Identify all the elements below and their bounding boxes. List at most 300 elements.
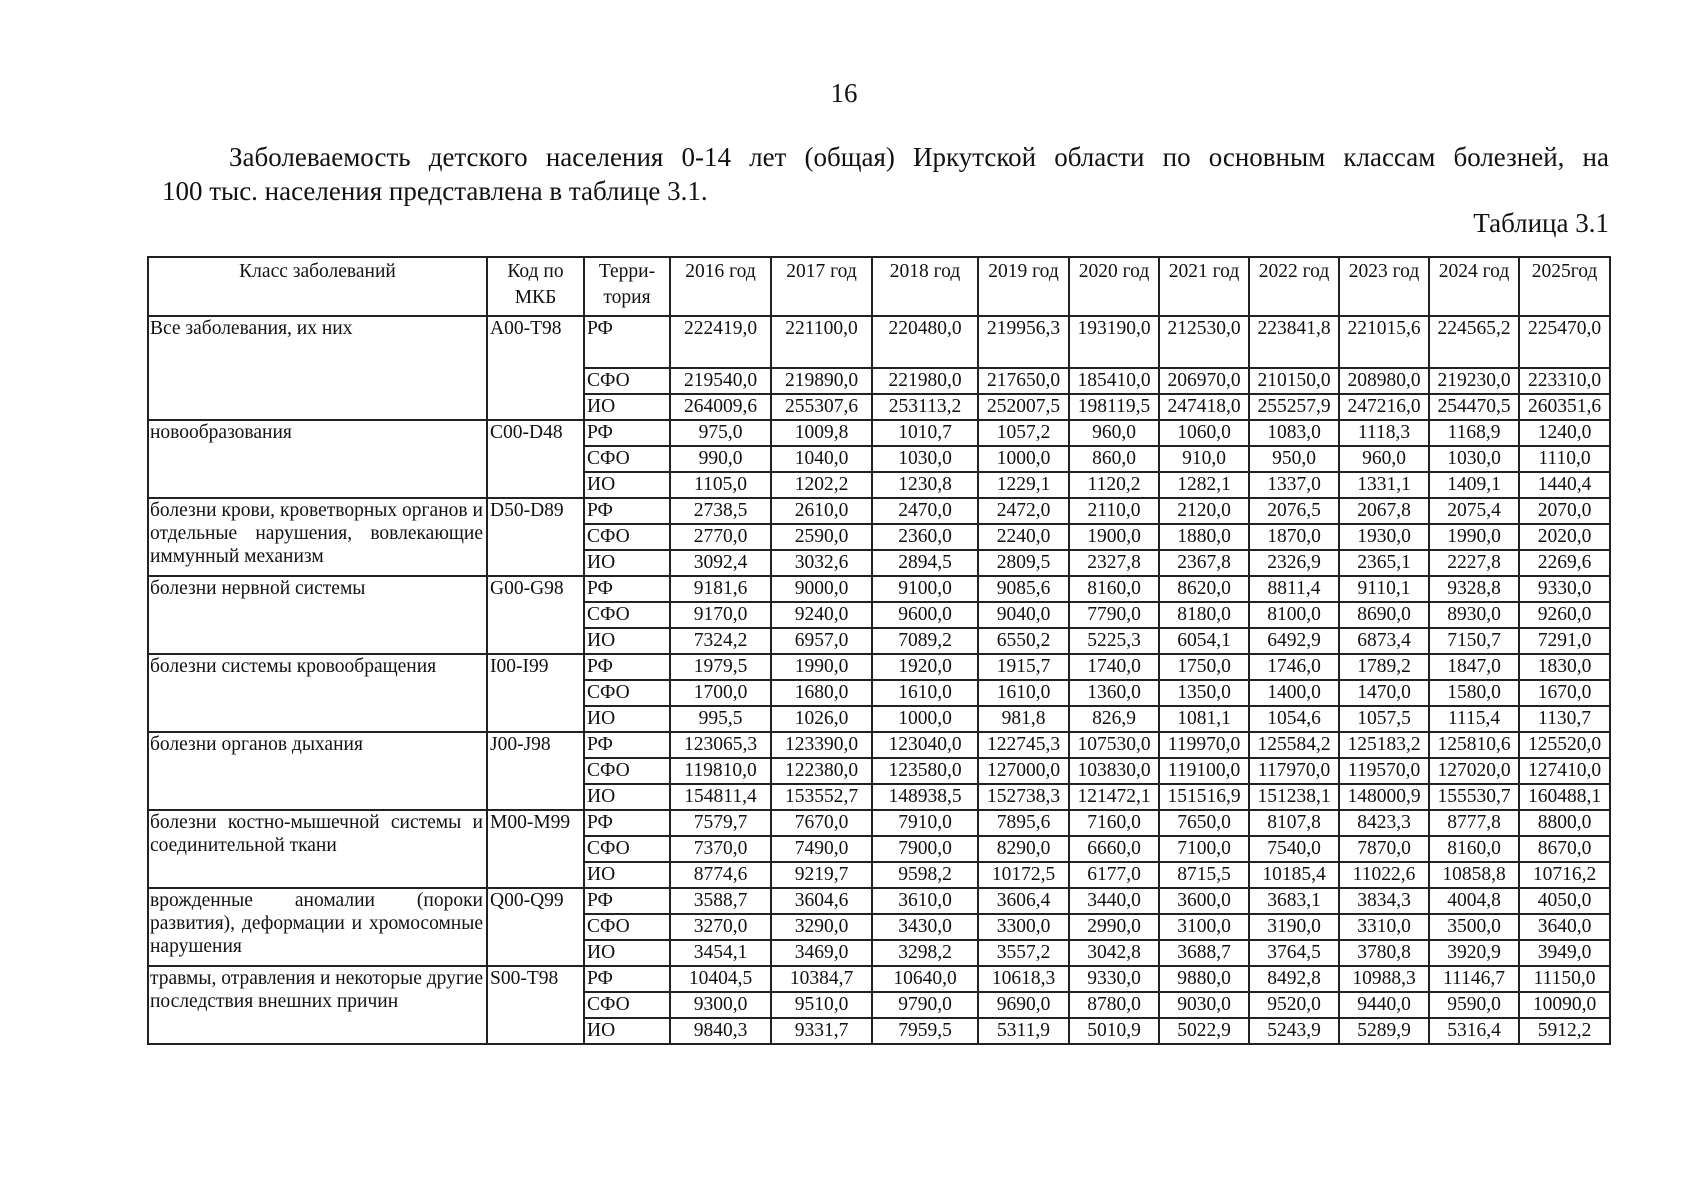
value-cell: 1240,0 [1519, 420, 1610, 446]
value-cell: 3606,4 [978, 888, 1069, 914]
table-row [148, 498, 1610, 524]
icd-code: G00-G98 [487, 576, 584, 654]
value-cell: 8800,0 [1519, 810, 1610, 836]
value-cell: 2326,9 [1249, 550, 1339, 576]
value-cell: 3688,7 [1159, 940, 1249, 966]
value-cell: 2327,8 [1069, 550, 1159, 576]
value-cell: 1118,3 [1339, 420, 1429, 446]
territory-cell: СФО [584, 992, 670, 1018]
value-cell: 2227,8 [1429, 550, 1519, 576]
territory-cell: СФО [584, 836, 670, 862]
territory-cell: ИО [584, 1018, 670, 1044]
value-cell: 1282,1 [1159, 472, 1249, 498]
header-year: 2016 год [670, 257, 771, 316]
header-code: Код по МКБ [487, 257, 584, 316]
value-cell: 1010,7 [872, 420, 978, 446]
value-cell: 151238,1 [1249, 784, 1339, 810]
value-cell: 8423,3 [1339, 810, 1429, 836]
value-cell: 3190,0 [1249, 914, 1339, 940]
value-cell: 1990,0 [771, 654, 872, 680]
table-row [148, 316, 1610, 368]
value-cell: 910,0 [1159, 446, 1249, 472]
icd-code: D50-D89 [487, 498, 584, 576]
value-cell: 3949,0 [1519, 940, 1610, 966]
value-cell: 1670,0 [1519, 680, 1610, 706]
header-class: Класс заболеваний [148, 257, 487, 316]
value-cell: 122380,0 [771, 758, 872, 784]
value-cell: 123580,0 [872, 758, 978, 784]
value-cell: 7910,0 [872, 810, 978, 836]
territory-cell: РФ [584, 888, 670, 914]
value-cell: 7670,0 [771, 810, 872, 836]
value-cell: 247418,0 [1159, 394, 1249, 420]
value-cell: 981,8 [978, 706, 1069, 732]
value-cell: 254470,5 [1429, 394, 1519, 420]
territory-cell: РФ [584, 420, 670, 446]
value-cell: 253113,2 [872, 394, 978, 420]
value-cell: 5912,2 [1519, 1018, 1610, 1044]
value-cell: 9110,1 [1339, 576, 1429, 602]
value-cell: 1009,8 [771, 420, 872, 446]
value-cell: 1400,0 [1249, 680, 1339, 706]
value-cell: 3469,0 [771, 940, 872, 966]
disease-class: врожденные аномалии (пороки развития), деформации и хромосомные нарушения [148, 888, 487, 966]
value-cell: 3042,8 [1069, 940, 1159, 966]
value-cell: 3780,8 [1339, 940, 1429, 966]
value-cell: 7900,0 [872, 836, 978, 862]
value-cell: 7959,5 [872, 1018, 978, 1044]
value-cell: 212530,0 [1159, 316, 1249, 368]
value-cell: 7540,0 [1249, 836, 1339, 862]
icd-code: I00-I99 [487, 654, 584, 732]
value-cell: 2360,0 [872, 524, 978, 550]
territory-cell: РФ [584, 316, 670, 368]
value-cell: 219890,0 [771, 368, 872, 394]
value-cell: 7895,6 [978, 810, 1069, 836]
value-cell: 9600,0 [872, 602, 978, 628]
value-cell: 8777,8 [1429, 810, 1519, 836]
disease-class: болезни костно-мышечной системы и соединительной ткани [148, 810, 487, 888]
disease-class: новообразования [148, 420, 487, 498]
value-cell: 1470,0 [1339, 680, 1429, 706]
header-territory: Терри-тория [584, 257, 670, 316]
value-cell: 5289,9 [1339, 1018, 1429, 1044]
value-cell: 1930,0 [1339, 524, 1429, 550]
value-cell: 2269,6 [1519, 550, 1610, 576]
value-cell: 8715,5 [1159, 862, 1249, 888]
value-cell: 5010,9 [1069, 1018, 1159, 1044]
value-cell: 7089,2 [872, 628, 978, 654]
value-cell: 8930,0 [1429, 602, 1519, 628]
value-cell: 3430,0 [872, 914, 978, 940]
value-cell: 2070,0 [1519, 498, 1610, 524]
value-cell: 125584,2 [1249, 732, 1339, 758]
value-cell: 9330,0 [1069, 966, 1159, 992]
value-cell: 2610,0 [771, 498, 872, 524]
value-cell: 10858,8 [1429, 862, 1519, 888]
value-cell: 223310,0 [1519, 368, 1610, 394]
value-cell: 255257,9 [1249, 394, 1339, 420]
value-cell: 8774,6 [670, 862, 771, 888]
value-cell: 160488,1 [1519, 784, 1610, 810]
value-cell: 9690,0 [978, 992, 1069, 1018]
value-cell: 3092,4 [670, 550, 771, 576]
value-cell: 7579,7 [670, 810, 771, 836]
value-cell: 1229,1 [978, 472, 1069, 498]
value-cell: 1847,0 [1429, 654, 1519, 680]
value-cell: 148000,9 [1339, 784, 1429, 810]
value-cell: 1789,2 [1339, 654, 1429, 680]
value-cell: 3290,0 [771, 914, 872, 940]
disease-class: Все заболевания, их них [148, 316, 487, 420]
value-cell: 7650,0 [1159, 810, 1249, 836]
header-year: 2025год [1519, 257, 1610, 316]
value-cell: 10384,7 [771, 966, 872, 992]
value-cell: 117970,0 [1249, 758, 1339, 784]
value-cell: 1610,0 [978, 680, 1069, 706]
value-cell: 1331,1 [1339, 472, 1429, 498]
value-cell: 224565,2 [1429, 316, 1519, 368]
icd-code: J00-J98 [487, 732, 584, 810]
territory-cell: ИО [584, 394, 670, 420]
value-cell: 9328,8 [1429, 576, 1519, 602]
value-cell: 1700,0 [670, 680, 771, 706]
table-row [148, 732, 1610, 758]
disease-class: травмы, отравления и некоторые другие последствия внешних причин [148, 966, 487, 1044]
header-year: 2021 год [1159, 257, 1249, 316]
value-cell: 1057,5 [1339, 706, 1429, 732]
value-cell: 10172,5 [978, 862, 1069, 888]
value-cell: 1168,9 [1429, 420, 1519, 446]
value-cell: 1030,0 [1429, 446, 1519, 472]
value-cell: 1060,0 [1159, 420, 1249, 446]
value-cell: 6550,2 [978, 628, 1069, 654]
value-cell: 3920,9 [1429, 940, 1519, 966]
value-cell: 121472,1 [1069, 784, 1159, 810]
value-cell: 1915,7 [978, 654, 1069, 680]
value-cell: 8160,0 [1429, 836, 1519, 862]
value-cell: 1081,1 [1159, 706, 1249, 732]
value-cell: 1880,0 [1159, 524, 1249, 550]
value-cell: 125520,0 [1519, 732, 1610, 758]
value-cell: 1350,0 [1159, 680, 1249, 706]
value-cell: 3310,0 [1339, 914, 1429, 940]
header-year: 2018 год [872, 257, 978, 316]
value-cell: 960,0 [1339, 446, 1429, 472]
value-cell: 3834,3 [1339, 888, 1429, 914]
value-cell: 10618,3 [978, 966, 1069, 992]
value-cell: 225470,0 [1519, 316, 1610, 368]
icd-code: M00-M99 [487, 810, 584, 888]
value-cell: 2590,0 [771, 524, 872, 550]
territory-cell: РФ [584, 810, 670, 836]
value-cell: 119810,0 [670, 758, 771, 784]
value-cell: 1979,5 [670, 654, 771, 680]
value-cell: 1337,0 [1249, 472, 1339, 498]
territory-cell: ИО [584, 628, 670, 654]
value-cell: 2067,8 [1339, 498, 1429, 524]
value-cell: 219956,3 [978, 316, 1069, 368]
value-cell: 950,0 [1249, 446, 1339, 472]
value-cell: 2020,0 [1519, 524, 1610, 550]
value-cell: 220480,0 [872, 316, 978, 368]
value-cell: 1057,2 [978, 420, 1069, 446]
value-cell: 5022,9 [1159, 1018, 1249, 1044]
value-cell: 3764,5 [1249, 940, 1339, 966]
value-cell: 9030,0 [1159, 992, 1249, 1018]
value-cell: 7100,0 [1159, 836, 1249, 862]
value-cell: 6177,0 [1069, 862, 1159, 888]
value-cell: 9300,0 [670, 992, 771, 1018]
value-cell: 9331,7 [771, 1018, 872, 1044]
value-cell: 3298,2 [872, 940, 978, 966]
value-cell: 193190,0 [1069, 316, 1159, 368]
value-cell: 1130,7 [1519, 706, 1610, 732]
value-cell: 6873,4 [1339, 628, 1429, 654]
value-cell: 1830,0 [1519, 654, 1610, 680]
value-cell: 1870,0 [1249, 524, 1339, 550]
value-cell: 127410,0 [1519, 758, 1610, 784]
value-cell: 3640,0 [1519, 914, 1610, 940]
value-cell: 1120,2 [1069, 472, 1159, 498]
value-cell: 3588,7 [670, 888, 771, 914]
value-cell: 3557,2 [978, 940, 1069, 966]
disease-class: болезни органов дыхания [148, 732, 487, 810]
value-cell: 1409,1 [1429, 472, 1519, 498]
value-cell: 219230,0 [1429, 368, 1519, 394]
value-cell: 9040,0 [978, 602, 1069, 628]
value-cell: 103830,0 [1069, 758, 1159, 784]
value-cell: 148938,5 [872, 784, 978, 810]
value-cell: 5243,9 [1249, 1018, 1339, 1044]
value-cell: 860,0 [1069, 446, 1159, 472]
value-cell: 217650,0 [978, 368, 1069, 394]
value-cell: 2809,5 [978, 550, 1069, 576]
value-cell: 1580,0 [1429, 680, 1519, 706]
value-cell: 6660,0 [1069, 836, 1159, 862]
value-cell: 7324,2 [670, 628, 771, 654]
header-year: 2020 год [1069, 257, 1159, 316]
territory-cell: СФО [584, 368, 670, 394]
value-cell: 9085,6 [978, 576, 1069, 602]
value-cell: 826,9 [1069, 706, 1159, 732]
value-cell: 2990,0 [1069, 914, 1159, 940]
value-cell: 9598,2 [872, 862, 978, 888]
value-cell: 2240,0 [978, 524, 1069, 550]
value-cell: 995,5 [670, 706, 771, 732]
value-cell: 8780,0 [1069, 992, 1159, 1018]
table-body [148, 316, 1610, 1044]
icd-code: S00-T98 [487, 966, 584, 1044]
value-cell: 2470,0 [872, 498, 978, 524]
value-cell: 10090,0 [1519, 992, 1610, 1018]
territory-cell: СФО [584, 680, 670, 706]
value-cell: 1110,0 [1519, 446, 1610, 472]
value-cell: 2110,0 [1069, 498, 1159, 524]
value-cell: 1000,0 [872, 706, 978, 732]
value-cell: 8492,8 [1249, 966, 1339, 992]
value-cell: 9790,0 [872, 992, 978, 1018]
value-cell: 975,0 [670, 420, 771, 446]
intro-paragraph [162, 140, 1609, 208]
value-cell: 123390,0 [771, 732, 872, 758]
value-cell: 222419,0 [670, 316, 771, 368]
value-cell: 2770,0 [670, 524, 771, 550]
value-cell: 153552,7 [771, 784, 872, 810]
value-cell: 107530,0 [1069, 732, 1159, 758]
value-cell: 8290,0 [978, 836, 1069, 862]
value-cell: 127020,0 [1429, 758, 1519, 784]
value-cell: 2738,5 [670, 498, 771, 524]
morbidity-table [147, 256, 1611, 1045]
value-cell: 221100,0 [771, 316, 872, 368]
value-cell: 5225,3 [1069, 628, 1159, 654]
value-cell: 3600,0 [1159, 888, 1249, 914]
header-year: 2023 год [1339, 257, 1429, 316]
value-cell: 7160,0 [1069, 810, 1159, 836]
value-cell: 7490,0 [771, 836, 872, 862]
value-cell: 10640,0 [872, 966, 978, 992]
value-cell: 119970,0 [1159, 732, 1249, 758]
territory-cell: СФО [584, 446, 670, 472]
value-cell: 2076,5 [1249, 498, 1339, 524]
value-cell: 1746,0 [1249, 654, 1339, 680]
disease-class: болезни крови, кроветворных органов и отдельные нарушения, вовлекающие иммунный механизм [148, 498, 487, 576]
value-cell: 154811,4 [670, 784, 771, 810]
value-cell: 8100,0 [1249, 602, 1339, 628]
value-cell: 9260,0 [1519, 602, 1610, 628]
table-row [148, 420, 1610, 446]
value-cell: 1680,0 [771, 680, 872, 706]
value-cell: 127000,0 [978, 758, 1069, 784]
value-cell: 221015,6 [1339, 316, 1429, 368]
value-cell: 1440,4 [1519, 472, 1610, 498]
value-cell: 1740,0 [1069, 654, 1159, 680]
territory-cell: ИО [584, 550, 670, 576]
value-cell: 1360,0 [1069, 680, 1159, 706]
icd-code: C00-D48 [487, 420, 584, 498]
value-cell: 4004,8 [1429, 888, 1519, 914]
value-cell: 185410,0 [1069, 368, 1159, 394]
territory-cell: ИО [584, 862, 670, 888]
value-cell: 3270,0 [670, 914, 771, 940]
value-cell: 11022,6 [1339, 862, 1429, 888]
value-cell: 1610,0 [872, 680, 978, 706]
value-cell: 10185,4 [1249, 862, 1339, 888]
value-cell: 123040,0 [872, 732, 978, 758]
value-cell: 990,0 [670, 446, 771, 472]
value-cell: 7370,0 [670, 836, 771, 862]
table-caption: Таблица 3.1 [1473, 208, 1609, 238]
table-row [148, 654, 1610, 680]
value-cell: 9219,7 [771, 862, 872, 888]
intro-line-1: Заболеваемость детского населения 0-14 лет (общая) Иркутской области по основным классам болезней, на [229, 142, 1609, 172]
value-cell: 9510,0 [771, 992, 872, 1018]
value-cell: 1105,0 [670, 472, 771, 498]
value-cell: 223841,8 [1249, 316, 1339, 368]
territory-cell: СФО [584, 914, 670, 940]
table-row [148, 576, 1610, 602]
header-year: 2022 год [1249, 257, 1339, 316]
value-cell: 9880,0 [1159, 966, 1249, 992]
value-cell: 3100,0 [1159, 914, 1249, 940]
disease-class: болезни системы кровообращения [148, 654, 487, 732]
intro-line-2: 100 тыс. населения представлена в таблице 3.1. [162, 176, 708, 206]
territory-cell: СФО [584, 602, 670, 628]
value-cell: 1920,0 [872, 654, 978, 680]
territory-cell: ИО [584, 706, 670, 732]
value-cell: 9000,0 [771, 576, 872, 602]
header-year: 2019 год [978, 257, 1069, 316]
value-cell: 9590,0 [1429, 992, 1519, 1018]
value-cell: 9330,0 [1519, 576, 1610, 602]
value-cell: 1990,0 [1429, 524, 1519, 550]
value-cell: 119570,0 [1339, 758, 1429, 784]
value-cell: 11146,7 [1429, 966, 1519, 992]
value-cell: 1040,0 [771, 446, 872, 472]
value-cell: 9240,0 [771, 602, 872, 628]
value-cell: 255307,6 [771, 394, 872, 420]
value-cell: 3454,1 [670, 940, 771, 966]
value-cell: 1115,4 [1429, 706, 1519, 732]
value-cell: 155530,7 [1429, 784, 1519, 810]
icd-code: A00-T98 [487, 316, 584, 420]
value-cell: 210150,0 [1249, 368, 1339, 394]
disease-class: болезни нервной системы [148, 576, 487, 654]
value-cell: 9520,0 [1249, 992, 1339, 1018]
value-cell: 960,0 [1069, 420, 1159, 446]
territory-cell: СФО [584, 524, 670, 550]
value-cell: 1083,0 [1249, 420, 1339, 446]
value-cell: 3300,0 [978, 914, 1069, 940]
table-row [148, 810, 1610, 836]
value-cell: 219540,0 [670, 368, 771, 394]
value-cell: 119100,0 [1159, 758, 1249, 784]
value-cell: 10716,2 [1519, 862, 1610, 888]
territory-cell: СФО [584, 758, 670, 784]
territory-cell: ИО [584, 940, 670, 966]
value-cell: 1900,0 [1069, 524, 1159, 550]
value-cell: 8690,0 [1339, 602, 1429, 628]
value-cell: 10988,3 [1339, 966, 1429, 992]
value-cell: 3440,0 [1069, 888, 1159, 914]
value-cell: 8811,4 [1249, 576, 1339, 602]
value-cell: 8670,0 [1519, 836, 1610, 862]
value-cell: 10404,5 [670, 966, 771, 992]
value-cell: 7291,0 [1519, 628, 1610, 654]
value-cell: 247216,0 [1339, 394, 1429, 420]
value-cell: 9181,6 [670, 576, 771, 602]
value-cell: 125183,2 [1339, 732, 1429, 758]
value-cell: 1054,6 [1249, 706, 1339, 732]
value-cell: 9840,3 [670, 1018, 771, 1044]
territory-cell: РФ [584, 576, 670, 602]
value-cell: 2120,0 [1159, 498, 1249, 524]
value-cell: 1000,0 [978, 446, 1069, 472]
value-cell: 2894,5 [872, 550, 978, 576]
table-row [148, 888, 1610, 914]
value-cell: 7790,0 [1069, 602, 1159, 628]
value-cell: 9100,0 [872, 576, 978, 602]
value-cell: 8107,8 [1249, 810, 1339, 836]
value-cell: 122745,3 [978, 732, 1069, 758]
value-cell: 3032,6 [771, 550, 872, 576]
value-cell: 4050,0 [1519, 888, 1610, 914]
value-cell: 3610,0 [872, 888, 978, 914]
value-cell: 208980,0 [1339, 368, 1429, 394]
value-cell: 2367,8 [1159, 550, 1249, 576]
value-cell: 8180,0 [1159, 602, 1249, 628]
